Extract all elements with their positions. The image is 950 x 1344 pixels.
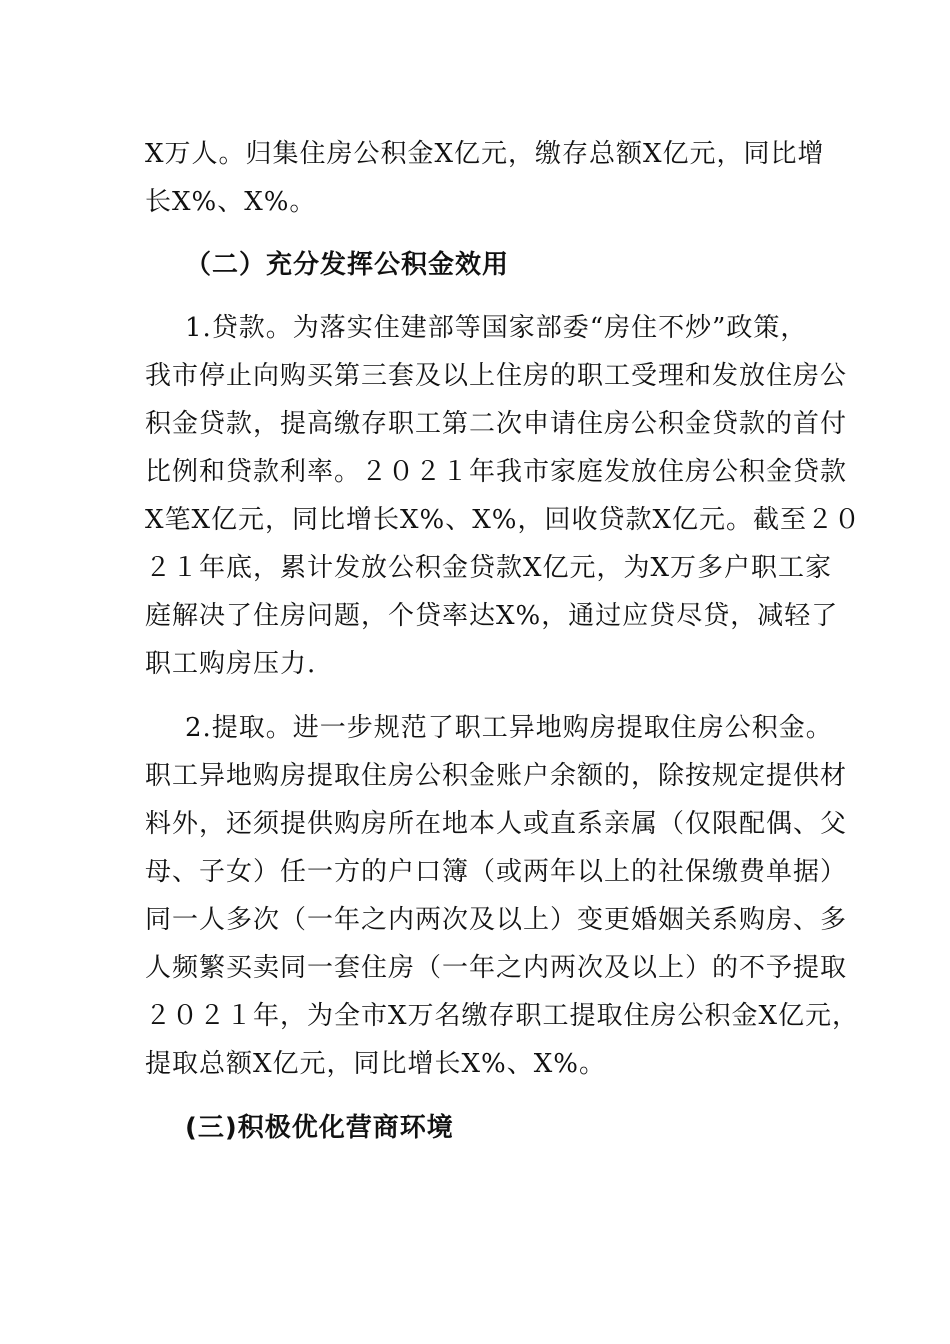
paragraph-line: 职工购房压力. [145, 649, 317, 679]
paragraph-line: 长X%、X%。 [145, 187, 317, 217]
paragraph-line: X笔X亿元，同比增长X%、X%，回收贷款X亿元。截至２０ [145, 505, 861, 535]
paragraph-line: 我市停止向购买第三套及以上住房的职工受理和发放住房公 [145, 361, 848, 391]
paragraph-line: 母、子女）任一方的户口簿（或两年以上的社保缴费单据） [145, 857, 848, 887]
paragraph-line: 比例和贷款利率。２０２１年我市家庭发放住房公积金贷款 [145, 457, 848, 487]
paragraph-line: 料外，还须提供购房所在地本人或直系亲属（仅限配偶、父 [145, 809, 848, 839]
paragraph-line: 职工异地购房提取住房公积金账户余额的，除按规定提供材 [145, 761, 848, 791]
paragraph-line: 同一人多次（一年之内两次及以上）变更婚姻关系购房、多 [145, 905, 848, 935]
section-heading: （二）充分发挥公积金效用 [185, 250, 510, 280]
paragraph-line: X万人。归集住房公积金X亿元，缴存总额X亿元，同比增 [145, 139, 825, 169]
paragraph-line: 2.提取。进一步规范了职工异地购房提取住房公积金。 [185, 713, 833, 743]
paragraph-line: 积金贷款，提高缴存职工第二次申请住房公积金贷款的首付 [145, 409, 848, 439]
paragraph-line: 1.贷款。为落实住建部等国家部委“房住不炒”政策， [185, 313, 808, 343]
paragraph-line: 提取总额X亿元，同比增长X%、X%。 [145, 1049, 606, 1079]
paragraph-line: ２１年底，累计发放公积金贷款X亿元，为X万多户职工家 [145, 553, 833, 583]
section-heading: (三)积极优化营商环境 [185, 1113, 454, 1143]
paragraph-line: ２０２１年，为全市X万名缴存职工提取住房公积金X亿元， [145, 1001, 860, 1031]
paragraph-line: 人频繁买卖同一套住房（一年之内两次及以上）的不予提取 [145, 953, 848, 983]
paragraph-line: 庭解决了住房问题，个贷率达X%，通过应贷尽贷，减轻了 [145, 601, 839, 631]
